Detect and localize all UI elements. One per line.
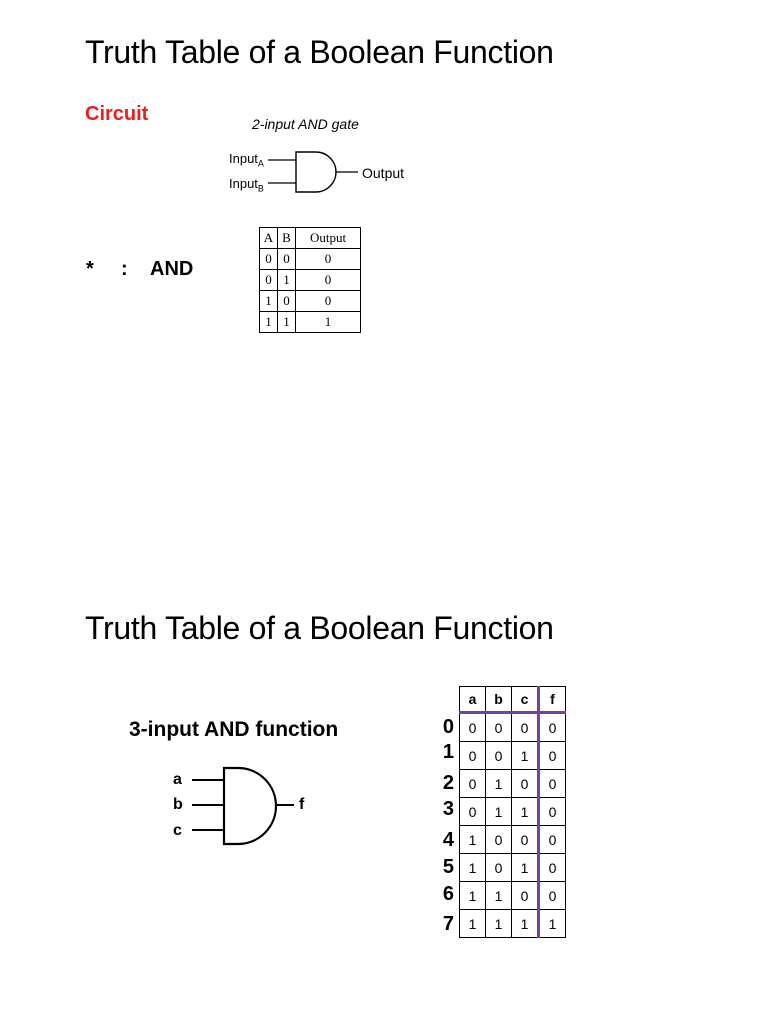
operator-name: AND (150, 258, 194, 280)
cell: 1 (486, 910, 512, 938)
row-index: 6 (442, 883, 454, 905)
cell: 0 (260, 270, 278, 291)
function-label: 3-input AND function (129, 718, 339, 741)
table-row (460, 742, 566, 770)
cell: 0 (512, 770, 539, 798)
table-header-row (460, 687, 566, 713)
cell: 1 (460, 910, 486, 938)
cell: 0 (296, 249, 361, 270)
cell: 0 (486, 713, 512, 742)
cell: 0 (460, 798, 486, 826)
table-row (260, 312, 361, 333)
row-index: 5 (442, 856, 454, 878)
truth-table-3-input (459, 686, 566, 938)
header-c: c (512, 687, 539, 713)
cell: 1 (278, 270, 296, 291)
cell: 0 (296, 291, 361, 312)
cell: 1 (260, 312, 278, 333)
cell: 0 (539, 882, 566, 910)
gate-input-b-label: b (173, 796, 183, 813)
cell: 0 (539, 798, 566, 826)
cell: 0 (512, 882, 539, 910)
output-label: Output (362, 165, 405, 181)
header-b: b (486, 687, 512, 713)
row-index: 1 (442, 741, 454, 763)
table-row (460, 910, 566, 938)
cell: 1 (512, 854, 539, 882)
cell: 0 (296, 270, 361, 291)
slide1-title: Truth Table of a Boolean Function (85, 34, 554, 70)
cell: 0 (539, 770, 566, 798)
cell: 0 (460, 713, 486, 742)
table-row (260, 249, 361, 270)
cell: 0 (460, 742, 486, 770)
cell: 0 (278, 291, 296, 312)
cell: 0 (512, 826, 539, 854)
row-index: 7 (442, 913, 454, 935)
header-a: A (260, 228, 278, 249)
cell: 1 (486, 798, 512, 826)
input-a-label: Input$_A$ (229, 151, 264, 169)
gate-caption: 2-input AND gate (252, 116, 359, 132)
header-a: a (460, 687, 486, 713)
gate-output-label: f (299, 796, 305, 813)
cell: 1 (486, 882, 512, 910)
cell: 1 (512, 910, 539, 938)
table-header-row (260, 228, 361, 249)
table-row (460, 770, 566, 798)
header-output: Output (296, 228, 361, 249)
cell: 1 (278, 312, 296, 333)
table-row (260, 291, 361, 312)
cell: 1 (460, 854, 486, 882)
cell: 1 (460, 826, 486, 854)
cell: 1 (512, 798, 539, 826)
table-row (460, 826, 566, 854)
cell: 1 (296, 312, 361, 333)
table-row (460, 798, 566, 826)
input-b-label: Input$_B$ (229, 176, 264, 194)
table-row (460, 854, 566, 882)
cell: 0 (539, 742, 566, 770)
cell: 0 (460, 770, 486, 798)
truth-table-2-input (259, 227, 361, 333)
table-row (260, 270, 361, 291)
row-index: 0 (442, 716, 454, 738)
cell: 0 (539, 826, 566, 854)
cell: 1 (512, 742, 539, 770)
operator-symbol: * (86, 258, 94, 280)
cell: 1 (539, 910, 566, 938)
cell: 1 (260, 291, 278, 312)
cell: 0 (486, 854, 512, 882)
cell: 0 (278, 249, 296, 270)
header-f: f (539, 687, 566, 713)
operator-separator: : (121, 258, 128, 280)
cell: 0 (486, 826, 512, 854)
cell: 1 (460, 882, 486, 910)
row-index: 3 (442, 798, 454, 820)
row-index: 2 (442, 772, 454, 794)
and-gate-2-input-symbol (268, 150, 363, 194)
and-gate-body (296, 152, 336, 192)
table-row (460, 713, 566, 742)
slide2-title: Truth Table of a Boolean Function (85, 610, 554, 646)
gate-input-c-label: c (173, 822, 182, 839)
cell: 0 (539, 854, 566, 882)
cell: 0 (260, 249, 278, 270)
header-b: B (278, 228, 296, 249)
table-row (460, 882, 566, 910)
cell: 0 (512, 713, 539, 742)
and-gate-body (224, 768, 276, 844)
and-gate-3-input-symbol (190, 765, 300, 849)
gate-input-a-label: a (173, 771, 182, 788)
circuit-label: Circuit (85, 103, 149, 125)
cell: 0 (539, 713, 566, 742)
row-index: 4 (442, 829, 454, 851)
cell: 1 (486, 770, 512, 798)
cell: 0 (486, 742, 512, 770)
